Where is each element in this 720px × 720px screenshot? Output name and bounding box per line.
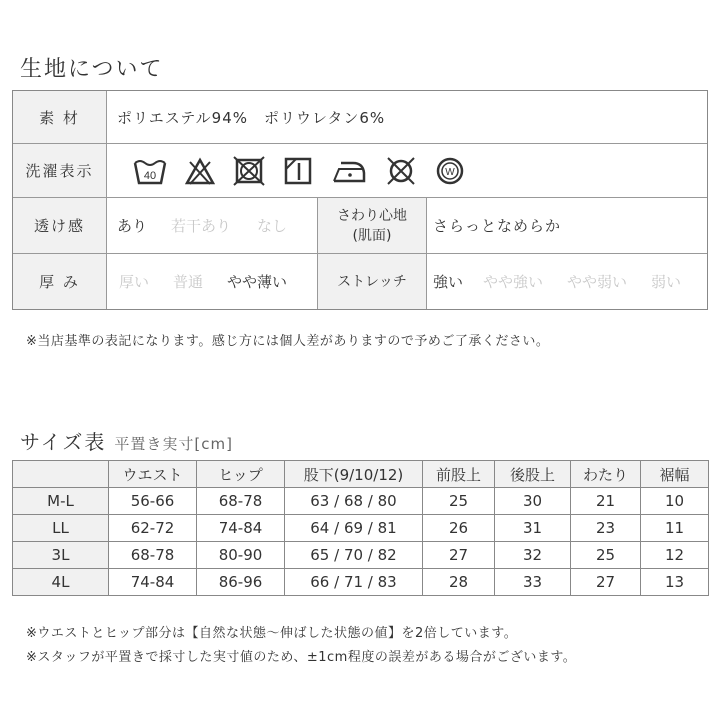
stretch-option-3: やや弱い	[567, 273, 628, 291]
table-cell: 31	[495, 515, 571, 542]
table-cell: 33	[495, 569, 571, 596]
table-cell: 74-84	[109, 569, 197, 596]
wet-letter: W	[445, 166, 455, 178]
size-header-front-rise: 前股上	[423, 461, 495, 488]
touch-label	[317, 198, 427, 253]
table-row	[13, 488, 709, 515]
iron-low-icon	[331, 157, 367, 185]
size-note-2: ※スタッフが平置きで採寸した実寸値のため、±1cm程度の誤差がある場合がございます。	[26, 650, 577, 665]
care-row	[13, 143, 707, 197]
care-label: 洗濯表示	[13, 144, 107, 197]
thickness-option-3: やや薄い	[227, 273, 288, 291]
table-cell: 25	[571, 542, 641, 569]
no-dry-clean-icon	[385, 156, 417, 186]
table-row	[13, 569, 709, 596]
table-cell: 68-78	[197, 488, 285, 515]
wash-temp-label: 40	[143, 169, 157, 182]
no-bleach-icon	[185, 157, 215, 185]
material-row	[13, 91, 707, 143]
table-cell: 63 / 68 / 80	[285, 488, 423, 515]
table-cell: 65 / 70 / 82	[285, 542, 423, 569]
touch-label-line1: さわり心地	[337, 207, 407, 224]
table-cell: 27	[571, 569, 641, 596]
table-cell: 10	[641, 488, 709, 515]
sheer-option-1: あり	[117, 217, 148, 235]
table-cell: 13	[641, 569, 709, 596]
size-header-hem: 裾幅	[641, 461, 709, 488]
table-cell: 28	[423, 569, 495, 596]
table-cell: 25	[423, 488, 495, 515]
touch-label-line2: (肌面)	[352, 227, 392, 244]
sheer-row	[13, 197, 707, 253]
line-dry-shade-icon	[283, 156, 313, 186]
table-row	[13, 542, 709, 569]
size-header-back-rise: 後股上	[495, 461, 571, 488]
table-cell: 26	[423, 515, 495, 542]
size-header-thigh: わたり	[571, 461, 641, 488]
material-value: ポリエステル94% ポリウレタン6%	[117, 108, 386, 127]
no-tumble-dry-icon	[233, 156, 265, 186]
table-cell: 64 / 69 / 81	[285, 515, 423, 542]
fabric-note: ※当店基準の表記になります。感じ方には個人差がありますので予めご了承ください。	[26, 334, 550, 349]
table-cell: 32	[495, 542, 571, 569]
table-cell: 27	[423, 542, 495, 569]
size-label: 3L	[13, 542, 109, 569]
sheer-option-2: 若干あり	[171, 217, 232, 235]
fabric-table	[12, 90, 708, 310]
table-cell: 80-90	[197, 542, 285, 569]
touch-value: さらっとなめらか	[433, 217, 562, 235]
sheer-option-3: なし	[257, 217, 288, 235]
table-cell: 56-66	[109, 488, 197, 515]
table-cell: 68-78	[109, 542, 197, 569]
table-cell: 12	[641, 542, 709, 569]
table-cell: 74-84	[197, 515, 285, 542]
size-label: LL	[13, 515, 109, 542]
table-cell: 86-96	[197, 569, 285, 596]
size-title: サイズ表	[20, 430, 107, 454]
size-section-title	[20, 426, 233, 455]
size-header-blank	[13, 461, 109, 488]
table-cell: 23	[571, 515, 641, 542]
table-cell: 21	[571, 488, 641, 515]
size-label: 4L	[13, 569, 109, 596]
table-cell: 66 / 71 / 83	[285, 569, 423, 596]
table-cell: 11	[641, 515, 709, 542]
size-header-hip: ヒップ	[197, 461, 285, 488]
thickness-label: 厚 み	[13, 254, 107, 309]
thickness-option-2: 普通	[173, 273, 204, 291]
size-header-waist: ウエスト	[109, 461, 197, 488]
stretch-option-2: やや強い	[483, 273, 544, 291]
size-subtitle: 平置き実寸[cm]	[114, 435, 233, 453]
stretch-label: ストレッチ	[317, 254, 427, 309]
size-header-row	[13, 461, 709, 488]
size-label: M-L	[13, 488, 109, 515]
thickness-row	[13, 253, 707, 309]
table-cell: 30	[495, 488, 571, 515]
fabric-section-title: 生地について	[20, 57, 164, 82]
size-note-1: ※ウエストとヒップ部分は【自然な状態〜伸ばした状態の値】を2倍しています。	[26, 626, 518, 641]
wash-40-icon	[133, 156, 167, 186]
stretch-option-1: 強い	[433, 273, 464, 291]
thickness-option-1: 厚い	[119, 273, 150, 291]
material-label: 素 材	[13, 91, 107, 143]
care-icons	[133, 144, 465, 197]
stretch-option-4: 弱い	[651, 273, 682, 291]
wet-clean-icon	[435, 156, 465, 186]
size-header-inseam: 股下(9/10/12)	[285, 461, 423, 488]
sheer-label: 透け感	[13, 198, 107, 253]
size-table	[12, 460, 709, 596]
table-row	[13, 515, 709, 542]
table-cell: 62-72	[109, 515, 197, 542]
